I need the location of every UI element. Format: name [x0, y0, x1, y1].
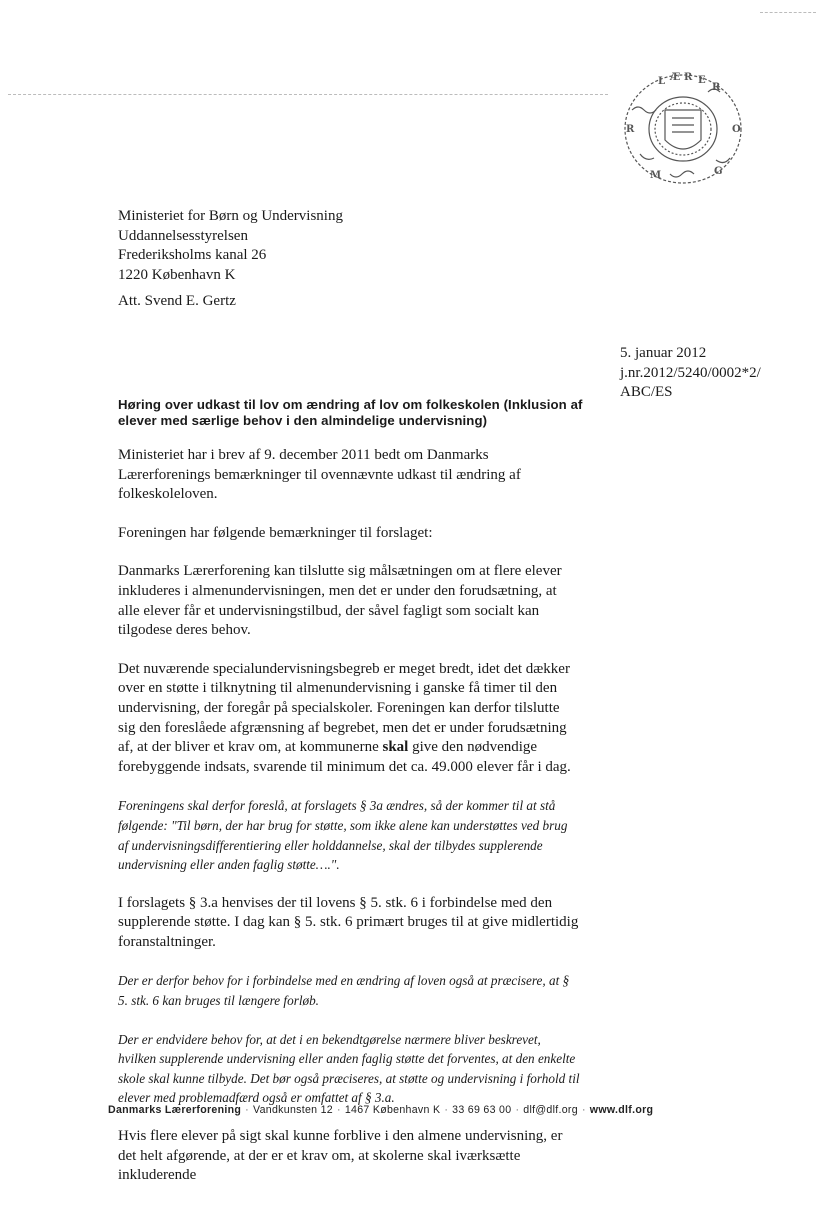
body-paragraph-italic: Der er endvidere behov for, at det i en bekendtgørelse nærmere bliver beskrevet, hvilken supplerende undervisning eller anden faglig støtte det forventes, at den enkelte skole skal kunne tilbyde. Det bør også præciseres, at støtte og undervisning i forhold til elever med problemadfærd også er omfattet af § 3.a.	[118, 1031, 580, 1106]
letter-body	[118, 446, 580, 1205]
attention-line: Att. Svend E. Gertz	[118, 293, 236, 309]
address-line: Uddannelsesstyrelsen	[118, 227, 248, 244]
footer-separator: ·	[337, 1104, 341, 1116]
svg-text:R: R	[684, 72, 693, 83]
body-paragraph: Danmarks Lærerforening kan tilslutte sig målsætningen om at flere elever inkluderes i almenundervisningen, men det er under den forudsætning, at alle elever får et undervisningstilbud, der såvel fagligt som socialt kan tilgodese deres behov.	[118, 563, 562, 639]
svg-text:O: O	[732, 124, 741, 135]
footer-city: 1467 København K	[344, 1104, 441, 1116]
footer-org: Danmarks Lærerforening	[108, 1104, 242, 1116]
scan-artifact-line	[8, 94, 608, 95]
footer-address: Vandkunsten 12	[253, 1104, 333, 1116]
body-paragraph	[118, 660, 580, 778]
journal-number: j.nr.2012/5240/0002*2/	[620, 364, 761, 381]
svg-text:E: E	[698, 75, 706, 86]
svg-text:R: R	[626, 124, 635, 135]
letter-date: 5. januar 2012	[620, 345, 707, 361]
svg-text:M: M	[650, 170, 662, 181]
recipient-address	[118, 207, 343, 285]
subject-heading: Høring over udkast til lov om ændring af lov om folkeskolen (Inklusion af elever med særlige behov i den almindelige undervisning)	[118, 397, 583, 428]
initials: ABC/ES	[620, 384, 673, 400]
footer-separator: ·	[515, 1104, 520, 1116]
address-line: Ministeriet for Børn og Undervisning	[118, 208, 343, 224]
body-paragraph-italic: Der er derfor behov for i forbindelse med en ændring af loven også at præcisere, at § 5. stk. 6 kan bruges til længere forløb.	[118, 973, 570, 1009]
footer-phone: 33 69 63 00	[452, 1104, 512, 1116]
body-paragraph: I forslagets § 3.a henvises der til lovens § 5. stk. 6 i forbindelse med den supplerende støtte. I dag kan § 5. stk. 6 primært bruges til at give midlertidig foranstaltninger.	[118, 894, 579, 950]
body-paragraph-italic: Foreningens skal derfor foreslå, at forslagets § 3a ændres, så der kommer til at stå følgende: "Til børn, der har brug for støtte, som ikke alene kan understøttes ved brug af undervisningsdifferentiering eller holddannelse, skal der tilbydes supplerende undervisning eller anden faglig støtte….".	[118, 798, 568, 873]
footer-separator: ·	[581, 1104, 586, 1116]
svg-text:R: R	[712, 82, 721, 93]
address-line: Frederiksholms kanal 26	[118, 247, 267, 263]
body-paragraph: Foreningen har følgende bemærkninger til forslaget:	[118, 524, 433, 541]
svg-text:Æ: Æ	[670, 72, 681, 83]
emphasis-text: skal	[382, 739, 409, 756]
letterhead-footer	[108, 1104, 728, 1116]
svg-text:G: G	[714, 166, 723, 177]
address-line: 1220 København K	[118, 266, 236, 283]
letter-meta	[620, 344, 761, 403]
stamp-seal-icon	[620, 70, 746, 188]
footer-email[interactable]: dlf@dlf.org	[523, 1104, 578, 1116]
body-paragraph: Hvis flere elever på sigt skal kunne forblive i den almene undervisning, er det helt afgørende, at der er et krav om, at skolerne skal iværksætte inkluderende	[118, 1128, 563, 1184]
body-paragraph: Ministeriet har i brev af 9. december 2011 bedt om Danmarks Lærerforenings bemærkninger til ovennævnte udkast til ændring af folkeskoleloven.	[118, 447, 521, 503]
footer-website[interactable]: www.dlf.org	[589, 1104, 654, 1116]
body-text: give den nødvendige forebyggende indsats, svarende til minimum det ca. 49.000 elever får i dag.	[118, 739, 571, 775]
body-text: Det nuværende specialundervisningsbegreb er meget bredt, idet det dækker over en støtte i tilknytning til almenundervisning i ganske få timer til den undervisning, der foregår på specialskoler. Foreningen kan derfor tilslutte sig den foreslåede afgrænsning af begrebet, men det er under forudsætning af, at der bliver et krav om, at kommunerne	[118, 660, 570, 756]
footer-separator: ·	[245, 1104, 249, 1116]
svg-text:L: L	[658, 76, 666, 87]
scan-artifact-line	[760, 12, 816, 13]
footer-separator: ·	[444, 1104, 449, 1116]
